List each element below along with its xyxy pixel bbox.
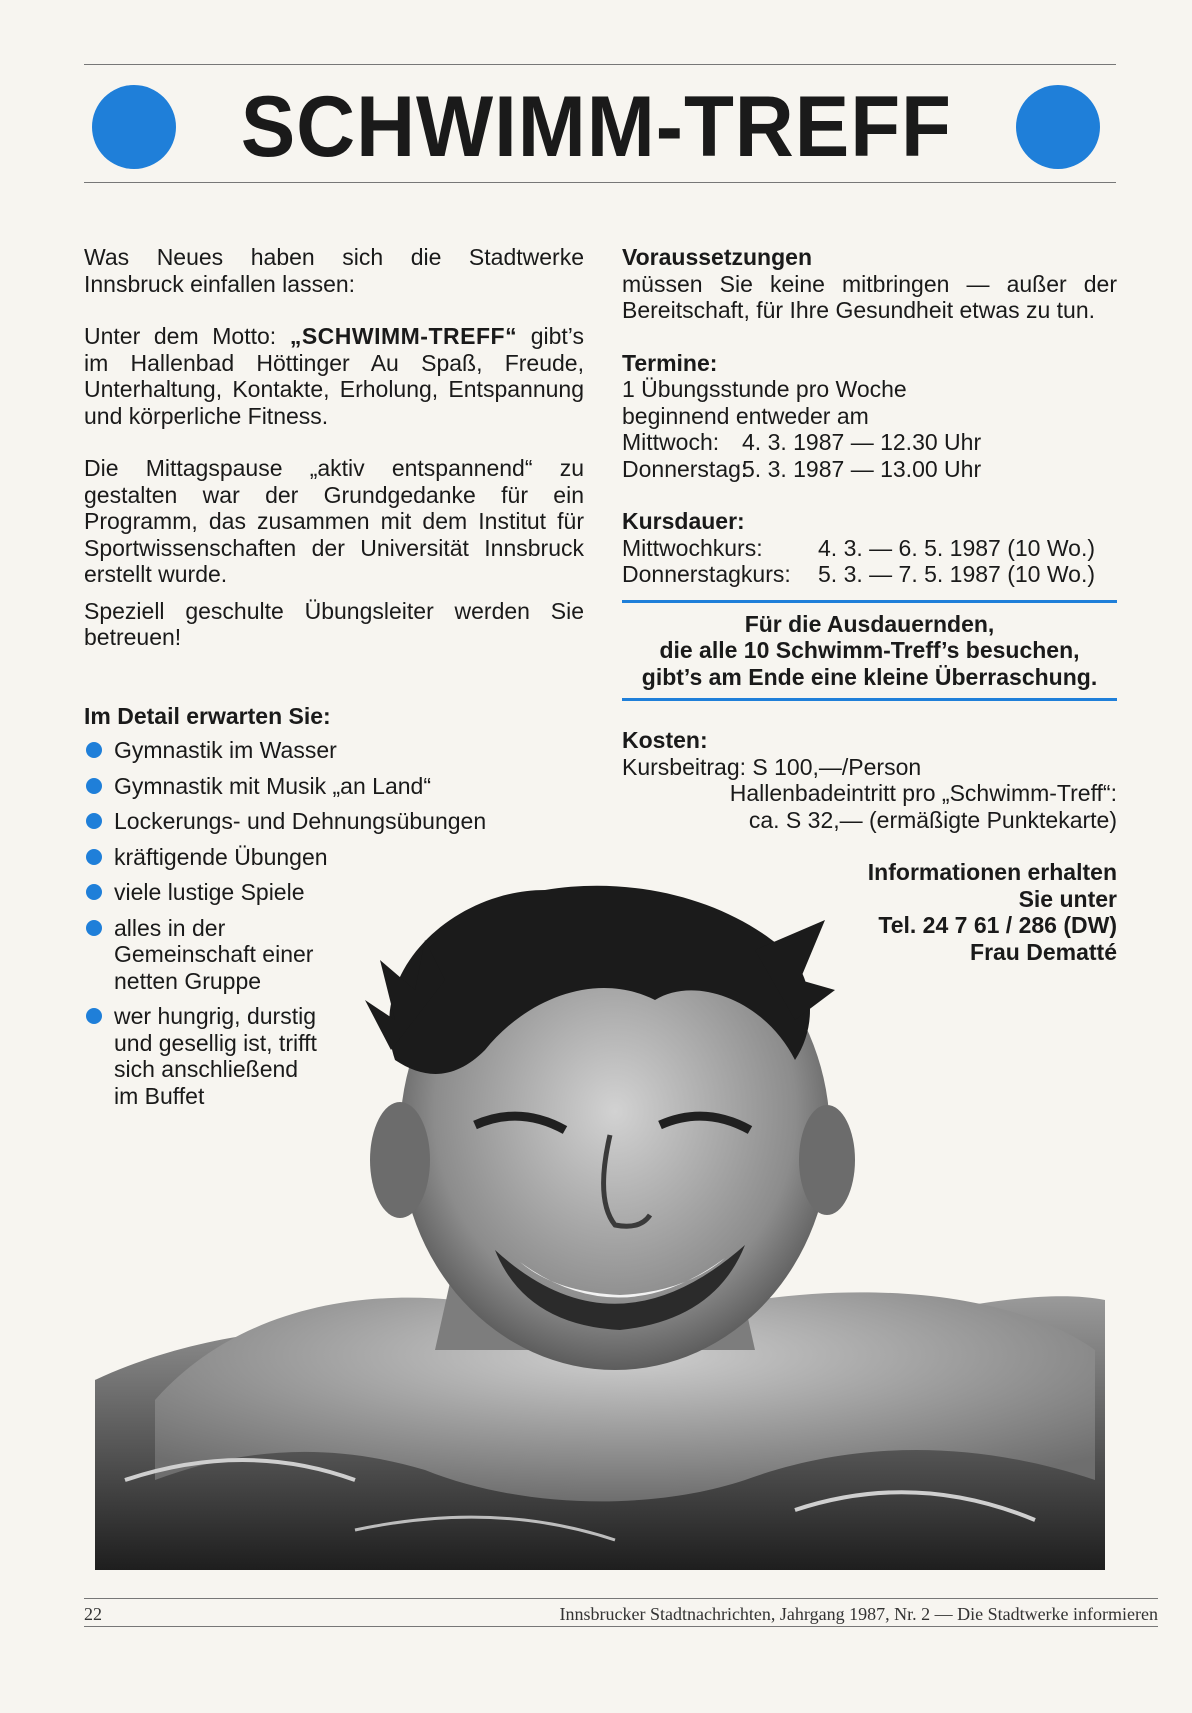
box-line: die alle 10 Schwimm-Treff’s besuchen,	[659, 637, 1080, 663]
cost-line-1: Kursbeitrag: S 100,—/Person	[622, 753, 922, 780]
surprise-box	[622, 600, 1117, 702]
requirements-text: müssen Sie keine mitbringen — außer der Bereitschaft, für Ihre Gesundheit etwas zu tun.	[622, 270, 1117, 323]
list-item: Lockerungs- und Dehnungsübungen	[84, 808, 584, 835]
page-number: 22	[84, 1604, 102, 1624]
list-item: wer hungrig, durstig und gesellig ist, trifft sich anschließend im Buffet	[84, 1003, 324, 1109]
title-top-rule	[84, 64, 1116, 65]
detail-heading: Im Detail erwarten Sie:	[84, 702, 331, 729]
box-line: Für die Ausdauernden,	[744, 610, 995, 637]
cost-line-2: Hallenbadeintritt pro „Schwimm-Treff“:	[729, 780, 1117, 806]
title-banner	[92, 72, 1100, 182]
motto-paragraph	[84, 323, 584, 429]
duration-row-wednesday: Mittwochkurs: 4. 3. — 6. 5. 1987 (10 Wo.)	[622, 534, 1095, 561]
dates-line-1: 1 Übungsstunde pro Woche	[622, 376, 907, 402]
cost-heading: Kosten:	[622, 727, 708, 753]
page-footer	[84, 1604, 1158, 1625]
dates-line-2: beginnend entweder am	[622, 402, 869, 429]
box-line: gibt’s am Ende eine kleine Überraschung.	[641, 663, 1098, 690]
list-item: kräftigende Übungen	[84, 844, 584, 871]
trainers-paragraph: Speziell geschulte Übungsleiter werden Sie betreuen!	[84, 597, 584, 650]
info-line-phone: Tel. 24 7 61 / 286 (DW)	[878, 912, 1117, 938]
duration-heading: Kursdauer:	[622, 508, 745, 534]
right-column	[622, 244, 1117, 965]
requirements-heading: Voraussetzungen	[622, 244, 812, 270]
cost-line-3: ca. S 32,— (ermäßigte Punktekarte)	[748, 806, 1117, 833]
left-column	[84, 244, 584, 1118]
intro-text: Was Neues haben sich die Stadtwerke Innsbruck einfallen lassen:	[84, 244, 584, 297]
motto-prefix: Unter dem Motto:	[84, 323, 290, 349]
detail-list	[84, 737, 584, 1109]
motto-rest: gibt’s im Hallenbad Höttinger Au Spaß, Freude, Unterhaltung, Kontakte, Erholung, Entspannung und körperliche Fitness.	[84, 323, 584, 429]
list-item: Gymnastik im Wasser	[84, 737, 584, 764]
page-title: SCHWIMM-TREFF	[240, 79, 952, 175]
list-item: viele lustige Spiele	[84, 879, 584, 906]
info-line: Sie unter	[1018, 885, 1117, 912]
duration-row-thursday: Donnerstagkurs: 5. 3. — 7. 5. 1987 (10 Wo.)	[622, 561, 1095, 587]
dates-heading: Termine:	[622, 349, 718, 376]
blue-dot-left	[92, 85, 176, 169]
list-item: alles in der Gemeinschaft einer netten Gruppe	[84, 915, 359, 995]
footer-bottom-rule	[84, 1626, 1158, 1627]
date-row-wednesday: Mittwoch: 4. 3. 1987 — 12.30 Uhr	[622, 429, 982, 455]
date-row-thursday: Donnerstag: 5. 3. 1987 — 13.00 Uhr	[622, 455, 982, 482]
publication-line: Innsbrucker Stadtnachrichten, Jahrgang 1987, Nr. 2 — Die Stadtwerke informieren	[559, 1604, 1158, 1624]
program-paragraph: Die Mittagspause „aktiv entspannend“ zu gestalten war der Grundgedanke für ein Programm, das zusammen mit dem Institut für Sportwissenschaften der Universität Innsbruck erstellt wurde.	[84, 455, 584, 587]
contact-info	[622, 859, 1117, 965]
info-line-contact: Frau Dematté	[970, 938, 1117, 965]
title-bottom-rule	[84, 182, 1116, 183]
list-item: Gymnastik mit Musik „an Land“	[84, 773, 584, 800]
blue-dot-right	[1016, 85, 1100, 169]
motto-text: „SCHWIMM-TREFF“	[289, 323, 518, 349]
footer-top-rule	[84, 1598, 1158, 1599]
info-line: Informationen erhalten	[867, 859, 1117, 885]
